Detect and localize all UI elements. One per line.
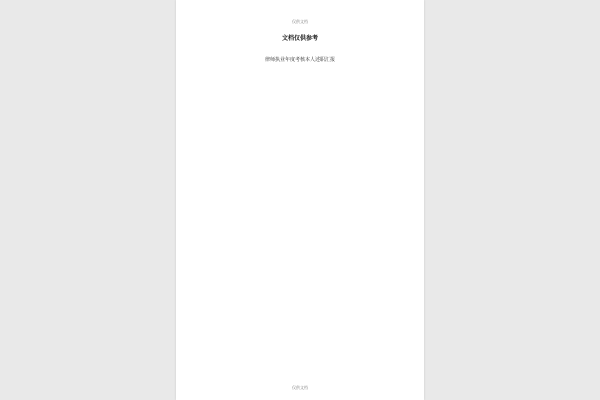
document-title: 文档仅供参考 xyxy=(281,35,318,42)
report-subtitle: 律师执业年度考核本人述职汇报 xyxy=(264,57,335,63)
running-footer: 仅供文档 xyxy=(292,385,308,390)
running-header: 仅供文档 xyxy=(292,19,308,24)
document-page xyxy=(176,0,424,400)
document-body xyxy=(200,82,400,84)
